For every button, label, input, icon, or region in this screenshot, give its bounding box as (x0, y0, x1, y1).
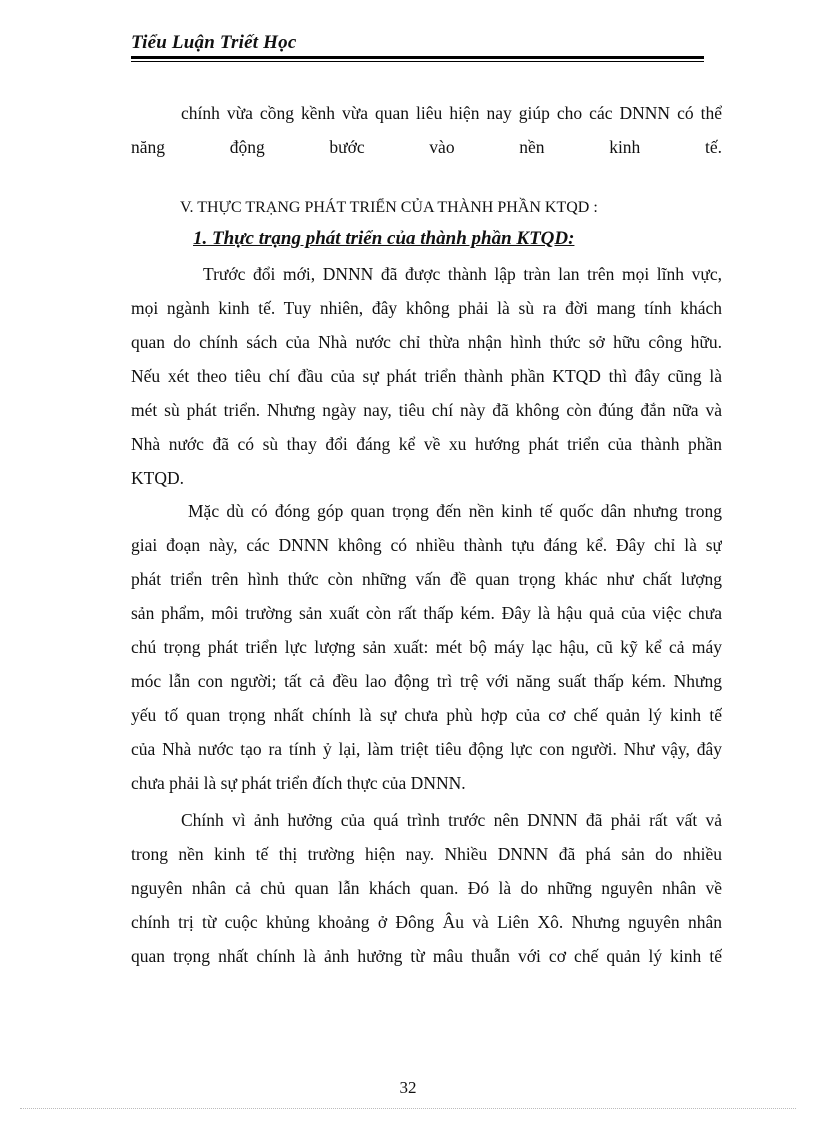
paragraph-line: trong nền kinh tế thị trường hiện nay. Nhiều DNNN đã phá sản do nhiều (131, 844, 722, 864)
page-number: 32 (399, 1078, 417, 1097)
paragraph-line: quan do chính sách của Nhà nước chỉ thừa nhận hình thức sở hữu công hữu. (131, 332, 722, 352)
subsection-title: 1. Thực trạng phát triển của thành phần KTQD: (193, 228, 575, 249)
paragraph-line: KTQD. (131, 468, 184, 488)
paragraph-line: phát triển trên hình thức còn những vấn đề quan trọng khác như chất lượng (131, 569, 722, 589)
paragraph-line: chú trọng phát triển lực lượng sản xuất: mét bộ máy lạc hậu, cũ kỹ kể cả máy (131, 637, 722, 657)
paragraph-line: chính trị từ cuộc khủng khoảng ở Đông Âu và Liên Xô. Nhưng nguyên nhân (131, 912, 722, 932)
paragraph-4 (131, 803, 722, 973)
paragraph-1 (131, 96, 722, 164)
paragraph-line: quan trọng nhất chính là ảnh hưởng từ mâu thuẫn với cơ chế quản lý kinh tế (131, 946, 722, 966)
header-rule-thin (131, 61, 704, 62)
paragraph-line: của Nhà nước tạo ra tính ỷ lại, làm triệt tiêu động lực con người. Như vậy, đây (131, 739, 722, 759)
paragraph-line: sản phẩm, môi trường sản xuất còn rất thấp kém. Đây là hậu quả của việc chưa (131, 603, 722, 623)
paragraph-2 (131, 257, 722, 495)
header-rule-thick (131, 56, 704, 59)
paragraph-line: chính vừa cồng kềnh vừa quan liêu hiện nay giúp cho các DNNN có thể (181, 103, 722, 123)
paragraph-line: giai đoạn này, các DNNN không có nhiều thành tựu đáng kể. Đây chỉ là sự (131, 535, 722, 555)
paragraph-line: Mặc dù có đóng góp quan trọng đến nền kinh tế quốc dân nhưng trong (188, 501, 722, 521)
paragraph-line: Chính vì ảnh hưởng của quá trình trước nên DNNN đã phải rất vất vả (181, 810, 722, 830)
paragraph-line: Nhà nước đã có sù thay đổi đáng kể về xu hướng phát triển của thành phần (131, 434, 722, 454)
section-title: V. THỰC TRẠNG PHÁT TRIỂN CỦA THÀNH PHẦN KTQD : (180, 199, 598, 216)
paragraph-line: nguyên nhân cả chủ quan lẫn khách quan. Đó là do những nguyên nhân về (131, 878, 722, 898)
paragraph-line: móc lẫn con người; tất cả đều lao động trì trệ với năng suất thấp kém. Nhưng (131, 671, 722, 691)
paragraph-line: mét sù phát triển. Nhưng ngày nay, tiêu chí này đã không còn đúng đắn nữa và (131, 400, 722, 420)
footer-dotted-rule (20, 1108, 796, 1109)
paragraph-line: chưa phải là sự phát triển đích thực của DNNN. (131, 773, 466, 793)
paragraph-3 (131, 494, 722, 800)
paragraph-line: Trước đổi mới, DNNN đã được thành lập tràn lan trên mọi lĩnh vực, (203, 264, 722, 284)
header-title: Tiểu Luận Triết Học (131, 32, 297, 53)
paragraph-line: mọi ngành kinh tế. Tuy nhiên, đây không phải là sù ra đời mang tính khách (131, 298, 722, 318)
paragraph-line: năng động bước vào nền kinh tế. (131, 137, 722, 157)
paragraph-line: yếu tố quan trọng nhất chính là sự chưa phù hợp của cơ chế quản lý kinh tế (131, 705, 722, 725)
paragraph-line: Nếu xét theo tiêu chí đầu của sự phát triển thành phần KTQD thì đây cũng là (131, 366, 722, 386)
